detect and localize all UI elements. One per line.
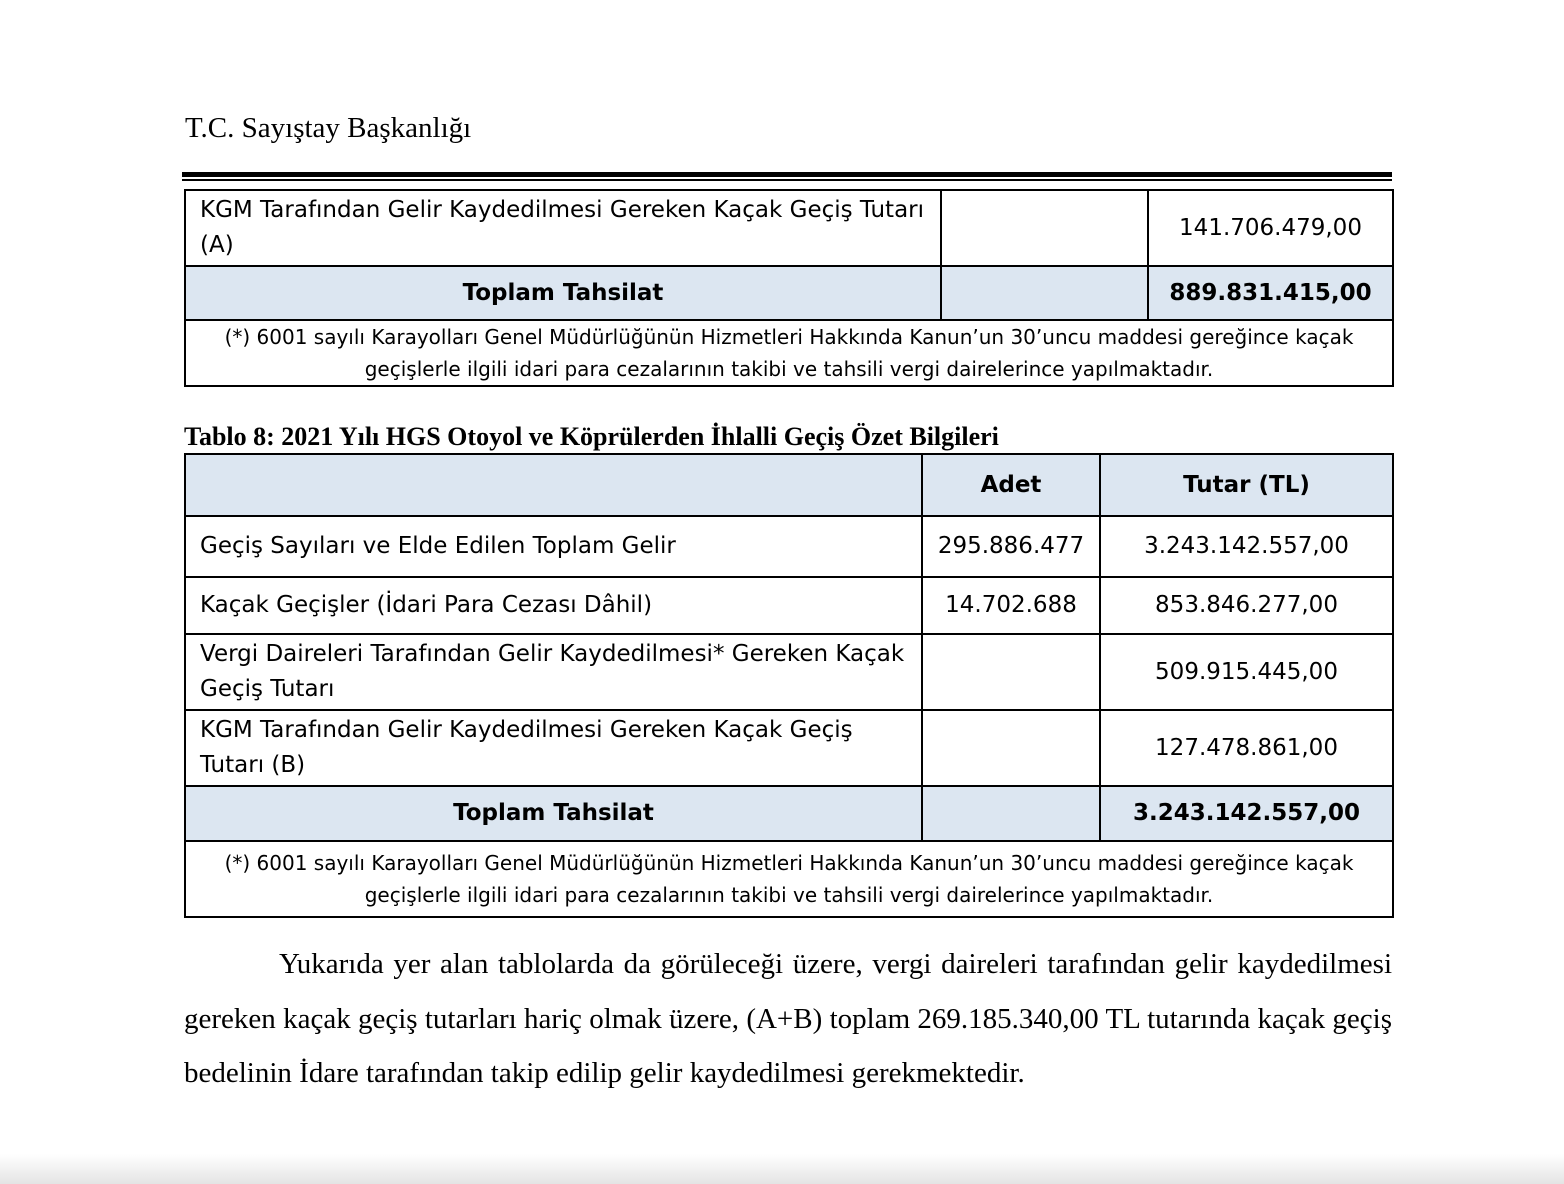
note-row [185,320,1393,386]
table-footnote: (*) 6001 sayılı Karayolları Genel Müdürlüğünün Hizmetleri Hakkında Kanun’un 30’uncu maddesi gereğince kaçak geçişlerle ilgili idari para cezalarının takibi ve tahsili vergi dairelerince yapılmaktadır. [185,841,1393,917]
header-label [185,454,922,516]
header-rule-thick [182,172,1392,177]
total-row [185,786,1393,841]
row-adet [922,634,1100,710]
row-tutar: 141.706.479,00 [1148,190,1393,266]
total-label: Toplam Tahsilat [185,266,941,320]
table-row [185,577,1393,634]
table-row [185,516,1393,577]
total-adet [941,266,1148,320]
header-adet: Adet [922,454,1100,516]
total-adet [922,786,1100,841]
total-tutar: 3.243.142.557,00 [1100,786,1393,841]
table-hgs-violation-summary [184,453,1394,918]
row-adet [922,710,1100,786]
row-label: KGM Tarafından Gelir Kaydedilmesi Gereken Kaçak Geçiş Tutarı (B) [185,710,922,786]
header-rule-thin [182,179,1392,181]
row-label: Vergi Daireleri Tarafından Gelir Kaydedilmesi* Gereken Kaçak Geçiş Tutarı [185,634,922,710]
row-label: Kaçak Geçişler (İdari Para Cezası Dâhil) [185,577,922,634]
total-tutar: 889.831.415,00 [1148,266,1393,320]
row-adet: 14.702.688 [922,577,1100,634]
table-footnote: (*) 6001 sayılı Karayolları Genel Müdürlüğünün Hizmetleri Hakkında Kanun’un 30’uncu maddesi gereğince kaçak geçişlerle ilgili idari para cezalarının takibi ve tahsili vergi dairelerince yapılmaktadır. [185,320,1393,386]
row-tutar: 853.846.277,00 [1100,577,1393,634]
row-tutar: 3.243.142.557,00 [1100,516,1393,577]
total-label: Toplam Tahsilat [185,786,922,841]
note-row [185,841,1393,917]
header-tutar: Tutar (TL) [1100,454,1393,516]
table-header-row [185,454,1393,516]
row-adet: 295.886.477 [922,516,1100,577]
table-row [185,634,1393,710]
body-paragraph: Yukarıda yer alan tablolarda da görüleceği üzere, vergi daireleri tarafından gelir kaydedilmesi gereken kaçak geçiş tutarları hariç olmak üzere, (A+B) toplam 269.185.340,00 TL tutarında kaçak geçiş bedelinin İdare tarafından takip edilip gelir kaydedilmesi gerekmektedir. [184,948,1392,1089]
table-caption: Tablo 8: 2021 Yılı HGS Otoyol ve Köprülerden İhlalli Geçiş Özet Bilgileri [184,422,999,451]
table-row [185,710,1393,786]
row-tutar: 127.478.861,00 [1100,710,1393,786]
row-label: KGM Tarafından Gelir Kaydedilmesi Gereken Kaçak Geçiş Tutarı (A) [185,190,941,266]
table-kgm-summary-continued [184,189,1394,387]
row-tutar: 509.915.445,00 [1100,634,1393,710]
row-adet [941,190,1148,266]
table-row [185,190,1393,266]
row-label: Geçiş Sayıları ve Elde Edilen Toplam Gelir [185,516,922,577]
page-bottom-shadow [0,1154,1564,1184]
total-row [185,266,1393,320]
page-header-title: T.C. Sayıştay Başkanlığı [185,112,472,144]
